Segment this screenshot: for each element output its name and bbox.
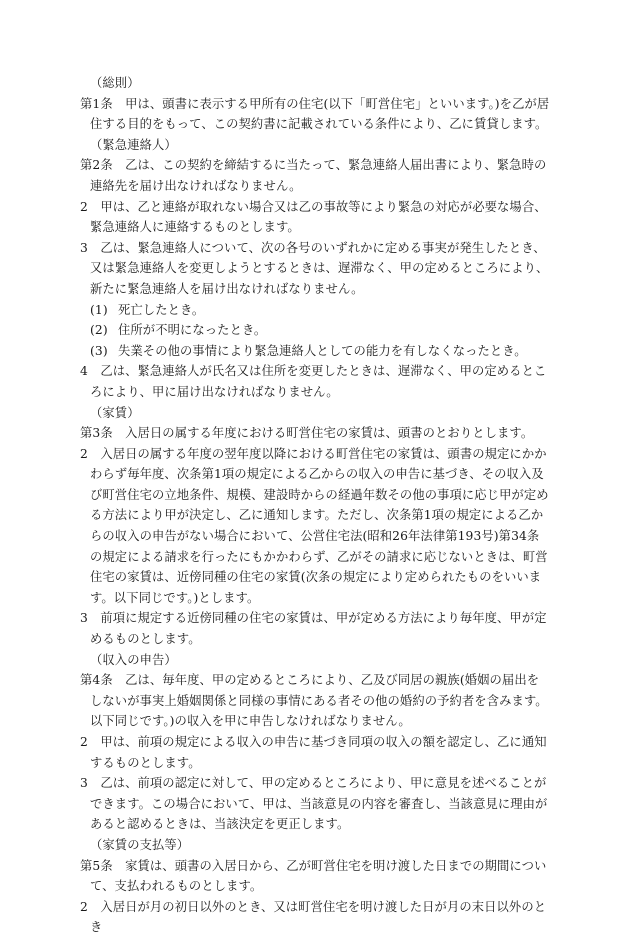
article-5-clause-2: 2 入居日が月の初日以外のとき、又は町営住宅を明け渡した日が月の末日以外のとき <box>80 899 547 935</box>
item-number: (2) <box>90 323 108 338</box>
section-emergency-contact <box>80 135 550 403</box>
article-3-clause-2: 2 入居日の属する年度の翌年度以降における町営住宅の家賃は、頭書の規定にかかわらず毎年度、次条第1項の規定による乙からの収入の申告に基づき、その収入及び町営住宅の立地条件、規模、建設時からの経過年数その他の事項に応じ甲が定める方法により甲が決定し、乙に通知します。ただし、次条第1項の規定による乙からの収入の申告がない場合において、公営住宅法(昭和26年法律第193号)第34条の規定による請求を行ったにもかかわらず、乙がその請求に応じないときは、町営住宅の家賃は、近傍同種の住宅の家賃(次条の規定により定められたものをいいます。以下同じです。)とします。 <box>80 446 549 605</box>
article-1: 第1条 甲は、頭書に表示する甲所有の住宅(以下「町営住宅」といいます。)を乙が居住する目的をもって、この契約書に記載されている条件により、乙に賃貸します。 <box>80 96 550 132</box>
item-number: (3) <box>90 343 108 358</box>
section-heading: （家賃の支払等） <box>90 837 190 852</box>
section-general <box>80 73 550 135</box>
list-item <box>80 341 550 362</box>
item-text: 死亡したとき。 <box>118 302 205 317</box>
article-2-clause-4: 4 乙は、緊急連絡人が氏名又は住所を変更したときは、遅滞なく、甲の定めるところにより、甲に届け出なければなりません。 <box>80 364 547 399</box>
article-4-clause-2: 2 甲は、前項の規定による収入の申告に基づき同項の収入の額を認定し、乙に通知するものとします。 <box>80 735 547 770</box>
contract-page <box>80 73 550 938</box>
list-item <box>80 320 550 341</box>
section-heading: （家賃） <box>90 405 140 420</box>
article-3-clause-3: 3 前項に規定する近傍同種の住宅の家賃は、甲が定める方法により毎年度、甲が定めるものとします。 <box>80 611 547 647</box>
section-income-report <box>80 650 550 835</box>
article-5: 第5条 家賃は、頭書の入居日から、乙が町営住宅を明け渡した日までの期間について、支払われるものとします。 <box>80 858 547 894</box>
item-text: 失業その他の事情により緊急連絡人としての能力を有しなくなったとき。 <box>118 343 527 358</box>
section-rent <box>80 403 550 650</box>
section-heading: （総則） <box>90 76 140 90</box>
section-heading: （収入の申告） <box>90 652 177 667</box>
item-text: 住所が不明になったとき。 <box>118 323 267 338</box>
article-2-clause-2: 2 甲は、乙と連絡が取れない場合又は乙の事故等により緊急の対応が必要な場合、緊急連絡人に連絡するものとします。 <box>80 199 547 235</box>
article-2: 第2条 乙は、この契約を締結するに当たって、緊急連絡人届出書により、緊急時の連絡先を届け出なければなりません。 <box>80 158 547 193</box>
section-heading: （緊急連絡人） <box>90 137 177 152</box>
article-4-clause-3: 3 乙は、前項の認定に対して、甲の定めるところにより、甲に意見を述べることができます。この場合において、甲は、当該意見の内容を審査し、当該意見に理由があると認めるときは、当該決定を更正します。 <box>80 776 548 832</box>
list-item <box>80 300 550 321</box>
article-4: 第4条 乙は、毎年度、甲の定めるところにより、乙及び同居の親族(婚姻の届出をしないが事実上婚姻関係と同様の事情にある者その他の婚約の予約者を含みます。以下同じです。)の収入を甲に申告しなければなりません。 <box>80 673 548 729</box>
section-rent-payment <box>80 835 550 938</box>
article-3: 第3条 入居日の属する年度における町営住宅の家賃は、頭書のとおりとします。 <box>80 426 534 441</box>
item-number: (1) <box>90 302 108 317</box>
article-2-clause-3: 3 乙は、緊急連絡人について、次の各号のいずれかに定める事実が発生したとき、又は緊急連絡人を変更しようとするときは、遅滞なく、甲の定めるところにより、新たに緊急連絡人を届け出なければなりません。 <box>80 240 549 296</box>
